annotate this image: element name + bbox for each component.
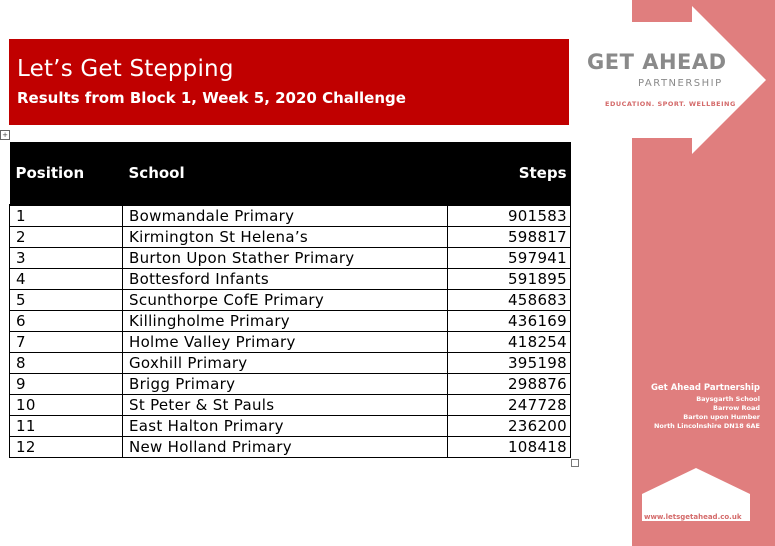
school-cell: Bottesford Infants	[123, 269, 448, 290]
position-cell: 3	[10, 248, 123, 269]
title-banner	[9, 39, 569, 125]
school-cell: Kirmington St Helena’s	[123, 227, 448, 248]
column-header-steps: Steps	[447, 142, 570, 205]
position-cell: 1	[10, 205, 123, 227]
logo-tagline: EDUCATION. SPORT. WELLBEING	[605, 100, 736, 108]
steps-cell: 458683	[447, 290, 570, 311]
steps-cell: 418254	[447, 332, 570, 353]
school-cell: St Peter & St Pauls	[123, 395, 448, 416]
address-block	[651, 383, 760, 431]
steps-cell: 236200	[447, 416, 570, 437]
page-subtitle: Results from Block 1, Week 5, 2020 Challenge	[17, 89, 406, 107]
steps-cell: 901583	[447, 205, 570, 227]
position-cell: 7	[10, 332, 123, 353]
school-cell: East Halton Primary	[123, 416, 448, 437]
table-row	[10, 416, 571, 437]
position-cell: 9	[10, 374, 123, 395]
table-row	[10, 269, 571, 290]
steps-cell: 247728	[447, 395, 570, 416]
org-name: Get Ahead Partnership	[650, 383, 760, 393]
position-cell: 12	[10, 437, 123, 458]
website-link[interactable]: www.letsgetahead.co.uk	[644, 513, 742, 521]
steps-cell: 108418	[447, 437, 570, 458]
school-cell: Holme Valley Primary	[123, 332, 448, 353]
position-cell: 5	[10, 290, 123, 311]
results-table	[9, 142, 571, 458]
school-cell: Killingholme Primary	[123, 311, 448, 332]
position-cell: 6	[10, 311, 123, 332]
table-row	[10, 353, 571, 374]
steps-cell: 597941	[447, 248, 570, 269]
position-cell: 2	[10, 227, 123, 248]
position-cell: 11	[10, 416, 123, 437]
table-row	[10, 290, 571, 311]
steps-cell: 598817	[447, 227, 570, 248]
column-header-school: School	[123, 142, 448, 205]
logo-text: GET AHEAD	[587, 50, 727, 74]
address-line: Barton upon Humber	[683, 413, 760, 421]
school-cell: Goxhill Primary	[123, 353, 448, 374]
address-line: Barrow Road	[713, 404, 760, 412]
steps-cell: 395198	[447, 353, 570, 374]
position-cell: 4	[10, 269, 123, 290]
table-row	[10, 374, 571, 395]
table-row	[10, 437, 571, 458]
page-title: Let’s Get Stepping	[17, 56, 234, 82]
table-row	[10, 332, 571, 353]
address-line: North Lincolnshire DN18 6AE	[653, 422, 760, 430]
table-move-handle-icon[interactable]: +	[0, 130, 10, 140]
table-row	[10, 227, 571, 248]
school-cell: Scunthorpe CofE Primary	[123, 290, 448, 311]
school-cell: Bowmandale Primary	[123, 205, 448, 227]
school-cell: New Holland Primary	[123, 437, 448, 458]
table-header-row	[10, 142, 571, 205]
logo	[587, 0, 775, 140]
table-row	[10, 248, 571, 269]
position-cell: 10	[10, 395, 123, 416]
table-row	[10, 395, 571, 416]
table-row	[10, 311, 571, 332]
table-row	[10, 205, 571, 227]
school-cell: Burton Upon Stather Primary	[123, 248, 448, 269]
steps-cell: 298876	[447, 374, 570, 395]
address-line: Baysgarth School	[696, 395, 760, 403]
column-header-position: Position	[10, 142, 123, 205]
table-resize-handle[interactable]	[571, 459, 579, 467]
logo-subtext: PARTNERSHIP	[638, 78, 723, 89]
steps-cell: 591895	[447, 269, 570, 290]
school-cell: Brigg Primary	[123, 374, 448, 395]
sidebar-panel	[587, 0, 775, 546]
position-cell: 8	[10, 353, 123, 374]
steps-cell: 436169	[447, 311, 570, 332]
